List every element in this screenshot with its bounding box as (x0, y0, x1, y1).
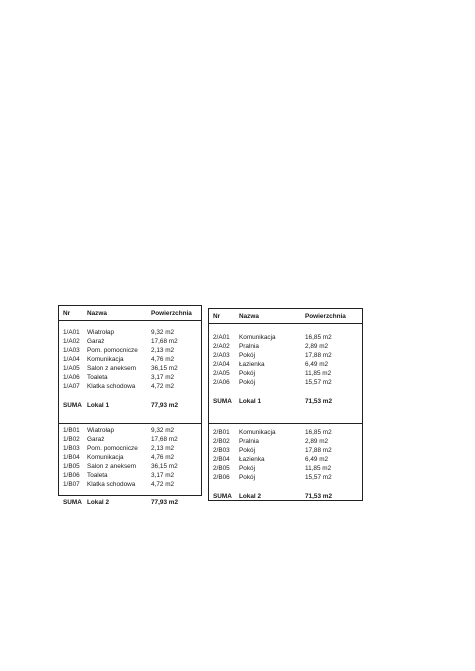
cell-nr: 2/A02 (213, 343, 230, 350)
cell-nr: 2/B03 (213, 447, 230, 454)
cell-nr: 1/A07 (63, 383, 80, 390)
cell-area: 11,85 m2 (305, 465, 332, 472)
cell-name: Wiatrołap (87, 329, 114, 336)
sum-row (59, 401, 201, 410)
cell-area: 4,72 m2 (151, 383, 175, 390)
table-row (209, 342, 362, 351)
cell-area: 3,17 m2 (151, 472, 175, 479)
sum-area: 77,93 m2 (151, 499, 179, 506)
cell-area: 15,57 m2 (305, 379, 332, 386)
cell-name: Pom. pomocnicze (87, 445, 138, 452)
cell-name: Pom. pomocnicze (87, 347, 138, 354)
cell-area: 17,88 m2 (305, 447, 332, 454)
cell-name: Komunikacja (87, 356, 124, 363)
table-row (59, 382, 201, 391)
table-row (209, 455, 362, 464)
cell-nr: 2/B01 (213, 429, 230, 436)
table-row (209, 464, 362, 473)
cell-name: Toaleta (87, 374, 108, 381)
cell-nr: 1/A01 (63, 329, 80, 336)
cell-name: Klatka schodowa (87, 481, 136, 488)
table-row (59, 471, 201, 480)
cell-area: 2,13 m2 (151, 347, 175, 354)
sum-label: SUMA (213, 493, 232, 500)
section-lokal-2 (209, 423, 362, 502)
cell-nr: 2/B04 (213, 456, 230, 463)
cell-area: 6,49 m2 (305, 361, 329, 368)
cell-area: 4,76 m2 (151, 454, 175, 461)
cell-nr: 1/A06 (63, 374, 80, 381)
cell-nr: 1/B03 (63, 445, 80, 452)
cell-name: Garaż (87, 338, 105, 345)
sum-area: 77,93 m2 (151, 402, 179, 409)
table-header (209, 309, 362, 324)
header-name: Nazwa (87, 310, 107, 317)
sum-name: Lokal 2 (87, 499, 110, 506)
section-lokal-1 (59, 321, 201, 423)
header-name: Nazwa (239, 313, 259, 320)
cell-area: 16,85 m2 (305, 334, 332, 341)
cell-area: 11,85 m2 (305, 370, 332, 377)
sum-row (209, 397, 362, 406)
cell-name: Salon z aneksem (87, 463, 137, 470)
cell-name: Pralnia (239, 438, 259, 445)
cell-name: Pokój (239, 370, 255, 377)
cell-nr: 1/B02 (63, 436, 80, 443)
cell-nr: 2/A03 (213, 352, 230, 359)
table-row (209, 378, 362, 387)
cell-nr: 1/A04 (63, 356, 80, 363)
cell-area: 4,72 m2 (151, 481, 175, 488)
header-nr: Nr (63, 310, 71, 317)
table-row (209, 333, 362, 342)
cell-area: 9,32 m2 (151, 329, 175, 336)
cell-nr: 2/B06 (213, 474, 230, 481)
table-row (209, 446, 362, 455)
table-row (59, 435, 201, 444)
room-table-right (208, 308, 363, 501)
table-row (59, 462, 201, 471)
cell-area: 15,57 m2 (305, 474, 332, 481)
cell-name: Garaż (87, 436, 105, 443)
table-row (59, 373, 201, 382)
sum-name: Lokal 1 (87, 402, 110, 409)
cell-name: Komunikacja (87, 454, 124, 461)
cell-name: Pokój (239, 379, 255, 386)
cell-area: 6,49 m2 (305, 456, 329, 463)
cell-name: Komunikacja (239, 429, 276, 436)
table-row (209, 369, 362, 378)
cell-nr: 1/B04 (63, 454, 80, 461)
cell-name: Pokój (239, 465, 255, 472)
sum-row (209, 492, 362, 501)
cell-nr: 2/B05 (213, 465, 230, 472)
cell-area: 36,15 m2 (151, 463, 178, 470)
cell-name: Wiatrołap (87, 427, 114, 434)
table-row (59, 444, 201, 453)
cell-name: Klatka schodowa (87, 383, 136, 390)
cell-area: 2,13 m2 (151, 445, 175, 452)
cell-area: 2,89 m2 (305, 343, 329, 350)
sum-label: SUMA (213, 398, 232, 405)
cell-nr: 1/B06 (63, 472, 80, 479)
cell-area: 17,68 m2 (151, 338, 178, 345)
header-area: Powierzchnia (305, 313, 346, 320)
sum-label: SUMA (63, 499, 82, 506)
table-row (59, 355, 201, 364)
table-row (209, 437, 362, 446)
table-row (209, 351, 362, 360)
room-table-left (58, 305, 202, 506)
cell-nr: 2/A05 (213, 370, 230, 377)
cell-name: Pokój (239, 447, 255, 454)
sum-row (59, 498, 201, 507)
cell-nr: 1/B05 (63, 463, 80, 470)
sum-label: SUMA (63, 402, 82, 409)
cell-area: 4,76 m2 (151, 356, 175, 363)
table-row (59, 480, 201, 489)
table-row (209, 428, 362, 437)
cell-nr: 1/A05 (63, 365, 80, 372)
sum-name: Lokal 1 (239, 398, 262, 405)
cell-name: Komunikacja (239, 334, 276, 341)
cell-name: Salon z aneksem (87, 365, 137, 372)
cell-area: 36,15 m2 (151, 365, 178, 372)
table-row (59, 453, 201, 462)
sum-area: 71,53 m2 (305, 398, 333, 405)
cell-nr: 1/A02 (63, 338, 80, 345)
sum-name: Lokal 2 (239, 493, 262, 500)
cell-name: Pokój (239, 474, 255, 481)
section-lokal-2 (59, 423, 201, 510)
table-row (59, 364, 201, 373)
cell-name: Pokój (239, 352, 255, 359)
cell-nr: 1/B07 (63, 481, 80, 488)
cell-nr: 2/B02 (213, 438, 230, 445)
cell-name: Pralnia (239, 343, 259, 350)
table-row (209, 473, 362, 482)
header-area: Powierzchnia (151, 310, 192, 317)
cell-nr: 1/A03 (63, 347, 80, 354)
cell-name: Łazienka (239, 456, 265, 463)
table-row (59, 346, 201, 355)
cell-area: 2,89 m2 (305, 438, 329, 445)
cell-area: 17,68 m2 (151, 436, 178, 443)
table-row (59, 426, 201, 435)
cell-nr: 2/A01 (213, 334, 230, 341)
cell-nr: 2/A06 (213, 379, 230, 386)
cell-area: 16,85 m2 (305, 429, 332, 436)
cell-nr: 2/A04 (213, 361, 230, 368)
table-header (59, 306, 201, 321)
cell-name: Toaleta (87, 472, 108, 479)
sum-area: 71,53 m2 (305, 493, 333, 500)
table-row (59, 337, 201, 346)
cell-nr: 1/B01 (63, 427, 80, 434)
cell-area: 9,32 m2 (151, 427, 175, 434)
cell-area: 17,88 m2 (305, 352, 332, 359)
cell-name: Łazienka (239, 361, 265, 368)
table-row (59, 328, 201, 337)
section-lokal-1 (209, 324, 362, 423)
table-row (209, 360, 362, 369)
header-nr: Nr (213, 313, 221, 320)
cell-area: 3,17 m2 (151, 374, 175, 381)
